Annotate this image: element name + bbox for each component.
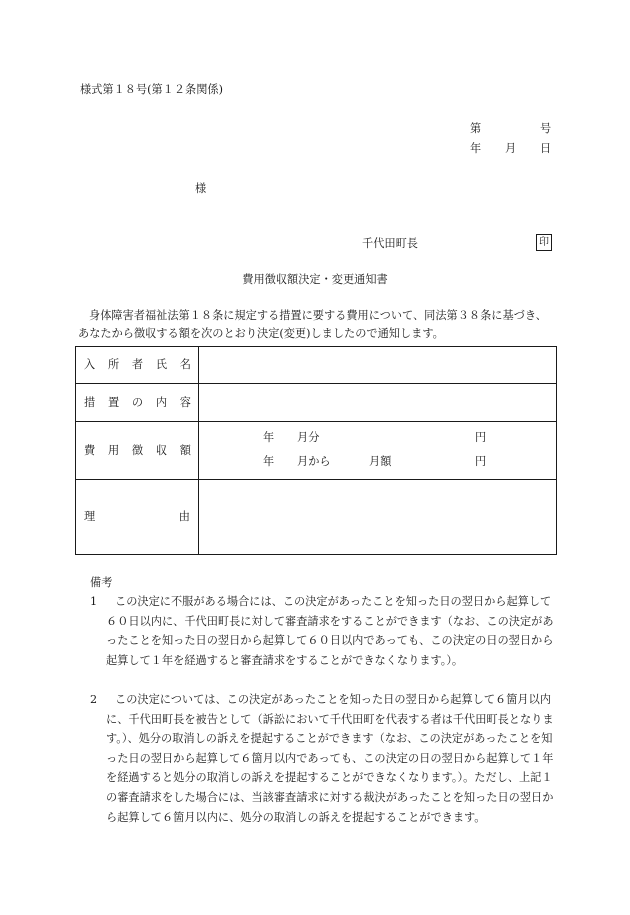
table-row-fee xyxy=(76,422,557,480)
value-reason[interactable] xyxy=(199,480,557,555)
fee-line1-year: 年 xyxy=(263,431,275,444)
label-reason: 理 由 xyxy=(76,480,199,555)
note-item-2 xyxy=(90,690,560,827)
notification-table xyxy=(75,346,557,555)
date-day: 日 xyxy=(540,142,552,155)
label-fee-amount: 費 用 徴 収 額 xyxy=(76,422,199,480)
fee-line1-yen: 円 xyxy=(475,431,487,444)
note-item-1 xyxy=(90,592,560,670)
fee-line2-yen: 円 xyxy=(475,455,487,468)
date-year: 年 xyxy=(470,142,482,155)
label-resident-name: 入 所 者 氏 名 xyxy=(76,347,199,384)
addressee-suffix: 様 xyxy=(195,182,207,195)
intro-paragraph: 身体障害者福祉法第１８条に規定する措置に要する費用について、同法第３８条に基づき、あなたから徴収する額を次のとおり決定(変更)しましたので通知します。 xyxy=(78,309,547,340)
issuer-name: 千代田町長 xyxy=(362,237,418,250)
issue-number-suffix: 号 xyxy=(540,122,552,135)
fee-line2-month: 月から xyxy=(297,455,331,468)
form-number: 様式第１８号(第１２条関係) xyxy=(80,83,223,96)
table-row-resident xyxy=(76,347,557,384)
value-resident-name[interactable] xyxy=(199,347,557,384)
note-number: 2 xyxy=(90,693,98,706)
document-title: 費用徴収額決定・変更通知書 xyxy=(242,273,388,286)
note-text: この決定に不服がある場合には、この決定があったことを知った日の翌日から起算して６０日以内に、千代田町長に対して審査請求をすることができます（なお、この決定があったことを知った日の翌日から起算して６０日以内であっても、この決定の日の翌日から起算して１年を経過すると審査請求をすることができなくなります。）。 xyxy=(106,595,554,667)
fee-line1-month: 月分 xyxy=(297,431,320,444)
date-month: 月 xyxy=(505,142,517,155)
note-text: この決定については、この決定があったことを知った日の翌日から起算して６箇月以内に、千代田町長を被告として（訴訟において千代田町を代表する者は千代田町長となります。）、処分の取消しの訴えを提起することができます（なお、この決定があったことを知った日の翌日から起算して６箇月以内であっても、この決定の日の翌日から起算して１年を経過すると処分の取消しの訴えを提起することができなくなります。）。ただし、上記１の審査請求をした場合には、当該審査請求に対する裁決があったことを知った日の翌日から起算して６箇月以内に、処分の取消しの訴えを提起することができます。 xyxy=(106,693,554,824)
label-measure-content: 措 置 の 内 容 xyxy=(76,384,199,422)
notes-heading: 備考 xyxy=(90,576,113,589)
table-row-measure xyxy=(76,384,557,422)
issue-number-prefix: 第 xyxy=(470,122,482,135)
fee-line2-monthly: 月額 xyxy=(369,455,392,468)
value-fee-amount[interactable] xyxy=(199,422,557,480)
seal-stamp: 印 xyxy=(536,234,552,251)
fee-line2-year: 年 xyxy=(263,455,275,468)
value-measure-content[interactable] xyxy=(199,384,557,422)
note-number: 1 xyxy=(90,595,98,608)
table-row-reason xyxy=(76,480,557,555)
